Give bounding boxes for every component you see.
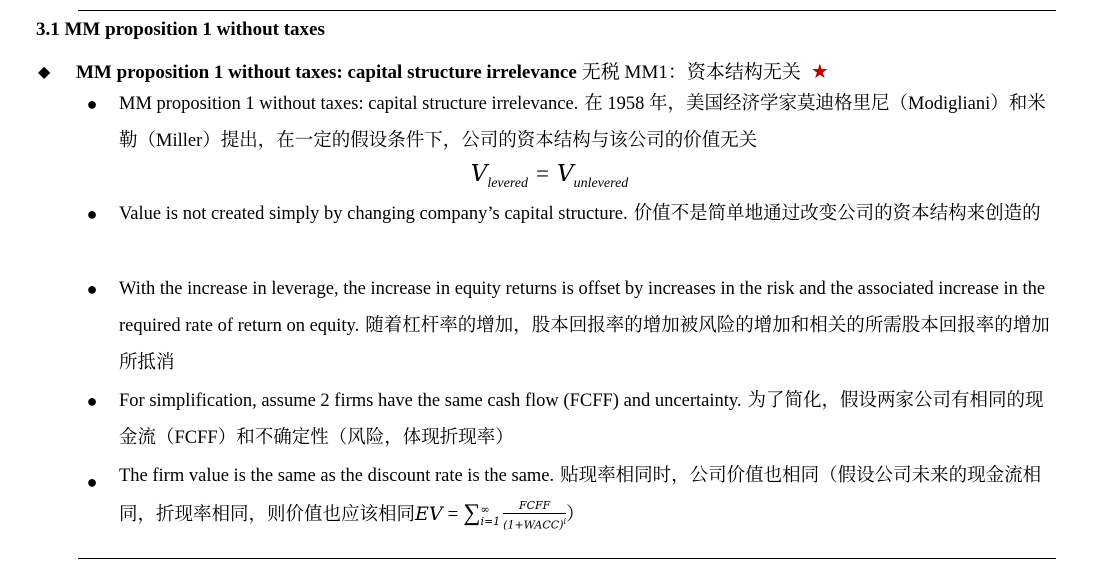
bullet-2-zh: 价值不是简单地通过改变公司的资本结构来创造的 — [633, 204, 1041, 224]
formula-ev — [415, 499, 567, 532]
bullet-5-close: ） — [566, 505, 585, 525]
star-icon: ★ — [810, 61, 829, 83]
top-rule — [78, 10, 1056, 11]
formula-v-levered — [0, 161, 1099, 192]
bullet-4-en: For simplification, assume 2 firms have the same cash flow (FCFF) and uncertainty. — [119, 391, 742, 411]
bullet-item-3 — [78, 271, 1056, 382]
subheading — [38, 57, 829, 84]
formula-rhs-sub: unlevered — [573, 176, 629, 191]
formula-ev-lhs: EV — [415, 503, 443, 525]
formula-ev-lower: i=1 — [480, 514, 501, 528]
bullet-dot-icon: ● — [86, 472, 98, 492]
bullet-1-en: MM proposition 1 without taxes: capital structure irrelevance. — [119, 94, 579, 114]
diamond-bullet-icon: ◆ — [38, 64, 51, 81]
bullet-dot-icon: ● — [86, 204, 98, 224]
bullet-item-1 — [78, 86, 1056, 160]
bullet-4-zh: 为了简化，假设两家公司有相同的现金流（FCFF）和不确定性（风险，体现折现率） — [119, 391, 1044, 448]
formula-lhs-var: V — [470, 161, 488, 187]
bullet-1-zh: 在 1958 年，美国经济学家莫迪格里尼（Modigliani）和米勒（Miller）提出，在一定的假设条件下，公司的资本结构与该公司的价值无关 — [119, 94, 1046, 151]
sigma-icon: ∑ — [463, 500, 481, 526]
formula-ev-exponent: i — [563, 517, 567, 527]
bottom-rule — [78, 558, 1056, 559]
bullet-dot-icon: ● — [86, 391, 98, 411]
formula-rhs-var: V — [556, 161, 574, 187]
section-heading: 3.1 MM proposition 1 without taxes — [36, 19, 325, 40]
formula-ev-numerator: FCFF — [503, 499, 566, 514]
bullet-dot-icon: ● — [86, 94, 98, 114]
bullet-item-2 — [78, 196, 1056, 233]
bullet-item-5 — [78, 458, 1056, 534]
formula-lhs-sub: levered — [487, 176, 528, 191]
formula-ev-denominator: (1+WACC) — [503, 518, 564, 532]
bullet-3-en: With the increase in leverage, the increase in equity returns is offset by increases in the risk and the associated increase in the required rate of return on equity. — [119, 279, 1046, 336]
formula-ev-eq: = — [447, 504, 459, 525]
bullet-3-zh: 随着杠杆率的增加，股本回报率的增加被风险的增加和相关的所需股本回报率的增加所抵消 — [119, 316, 1050, 373]
bullet-item-4 — [78, 383, 1056, 457]
subheading-zh: 无税 MM1：资本结构无关 — [581, 62, 801, 83]
subheading-en: MM proposition 1 without taxes: capital structure irrelevance — [76, 62, 577, 83]
bullet-2-en: Value is not created simply by changing company’s capital structure. — [119, 204, 628, 224]
formula-eq: = — [536, 161, 549, 186]
formula-ev-upper: ∞ — [480, 502, 490, 516]
bullet-dot-icon: ● — [86, 279, 98, 299]
bullet-5-zh: 贴现率相同时，公司价值也相同（假设公司未来的现金流相同，折现率相同，则价值也应该相同 — [119, 466, 1042, 525]
formula-ev-fraction — [503, 499, 566, 532]
bullet-5-en: The firm value is the same as the discount rate is the same. — [119, 466, 555, 486]
